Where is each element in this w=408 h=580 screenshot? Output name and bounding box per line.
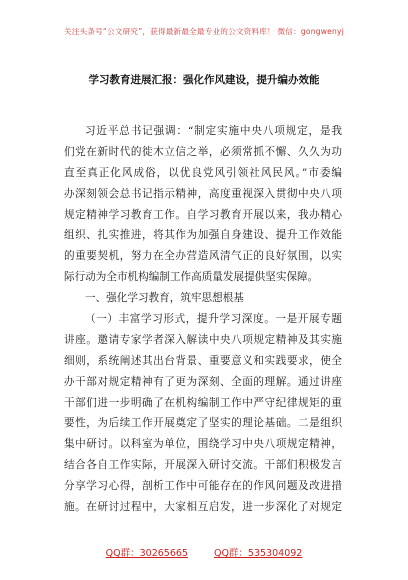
document-title: 学习教育进展汇报：强化作风建设，提升编办效能 bbox=[88, 74, 320, 86]
qq-group-link-1[interactable]: QQ群：30265665 bbox=[105, 548, 188, 559]
body-line: 直至真正化风成俗，以优良党风引领社风民风。”市委编 bbox=[64, 166, 342, 179]
footer-contacts bbox=[0, 545, 408, 559]
body-line: 规定精神学习教育工作。自学习教育开展以来，我办精心 bbox=[64, 208, 342, 221]
body-line: 分享学习心得，剖析工作中可能存在的作风问题及改进措 bbox=[64, 480, 342, 493]
body-line: 际行动为全市机构编制工作高质量发展提供坚实保障。 bbox=[64, 271, 319, 284]
body-line: 办干部对规定精神有了更为深刻、全面的理解。通过讲座 bbox=[64, 375, 342, 388]
body-line: 办深刻领会总书记指示精神，高度重视深入贯彻中央八项 bbox=[64, 187, 342, 200]
document-body bbox=[64, 121, 342, 518]
qq-group-link-2[interactable]: QQ群：535304092 bbox=[213, 548, 303, 559]
body-line: 要性，为后续工作开展奠定了坚实的理论基础。二是组织 bbox=[64, 417, 342, 430]
body-line: 集中研讨。以科室为单位，围绕学习中央八项规定精神， bbox=[64, 438, 342, 451]
body-line: 干部们进一步明确了在机构编制工作中严守纪律规矩的重 bbox=[64, 396, 342, 409]
body-line: 的重要契机，努力在全办营造风清气正的良好氛围，以实 bbox=[64, 250, 342, 263]
body-line: 细则，系统阐述其出台背景、重要意义和实践要求，使全 bbox=[64, 354, 342, 367]
body-line: （一）丰富学习形式，提升学习深度。一是开展专题 bbox=[85, 313, 342, 326]
section-heading: 一、强化学习教育，筑牢思想根基 bbox=[85, 292, 244, 305]
body-line: 组织、扎实推进，将其作为加强自身建设、提升工作效能 bbox=[64, 229, 342, 242]
header-banner: 关注头条号“公文研究”，获得最新最全最专业的公文资料库！ 微信：gongwenyj bbox=[63, 27, 345, 36]
body-line: 结合各自工作实际，开展深入研讨交流。干部们积极发言 bbox=[64, 459, 342, 472]
body-line: 们党在新时代的徙木立信之举，必须常抓不懈、久久为功 bbox=[64, 145, 342, 158]
body-line: 习近平总书记强调：“制定实施中央八项规定，是我 bbox=[85, 125, 342, 137]
body-line: 施。在研讨过程中，大家相互启发，进一步深化了对规定 bbox=[64, 501, 342, 514]
body-line: 讲座。邀请专家学者深入解读中央八项规定精神及其实施 bbox=[64, 333, 342, 346]
